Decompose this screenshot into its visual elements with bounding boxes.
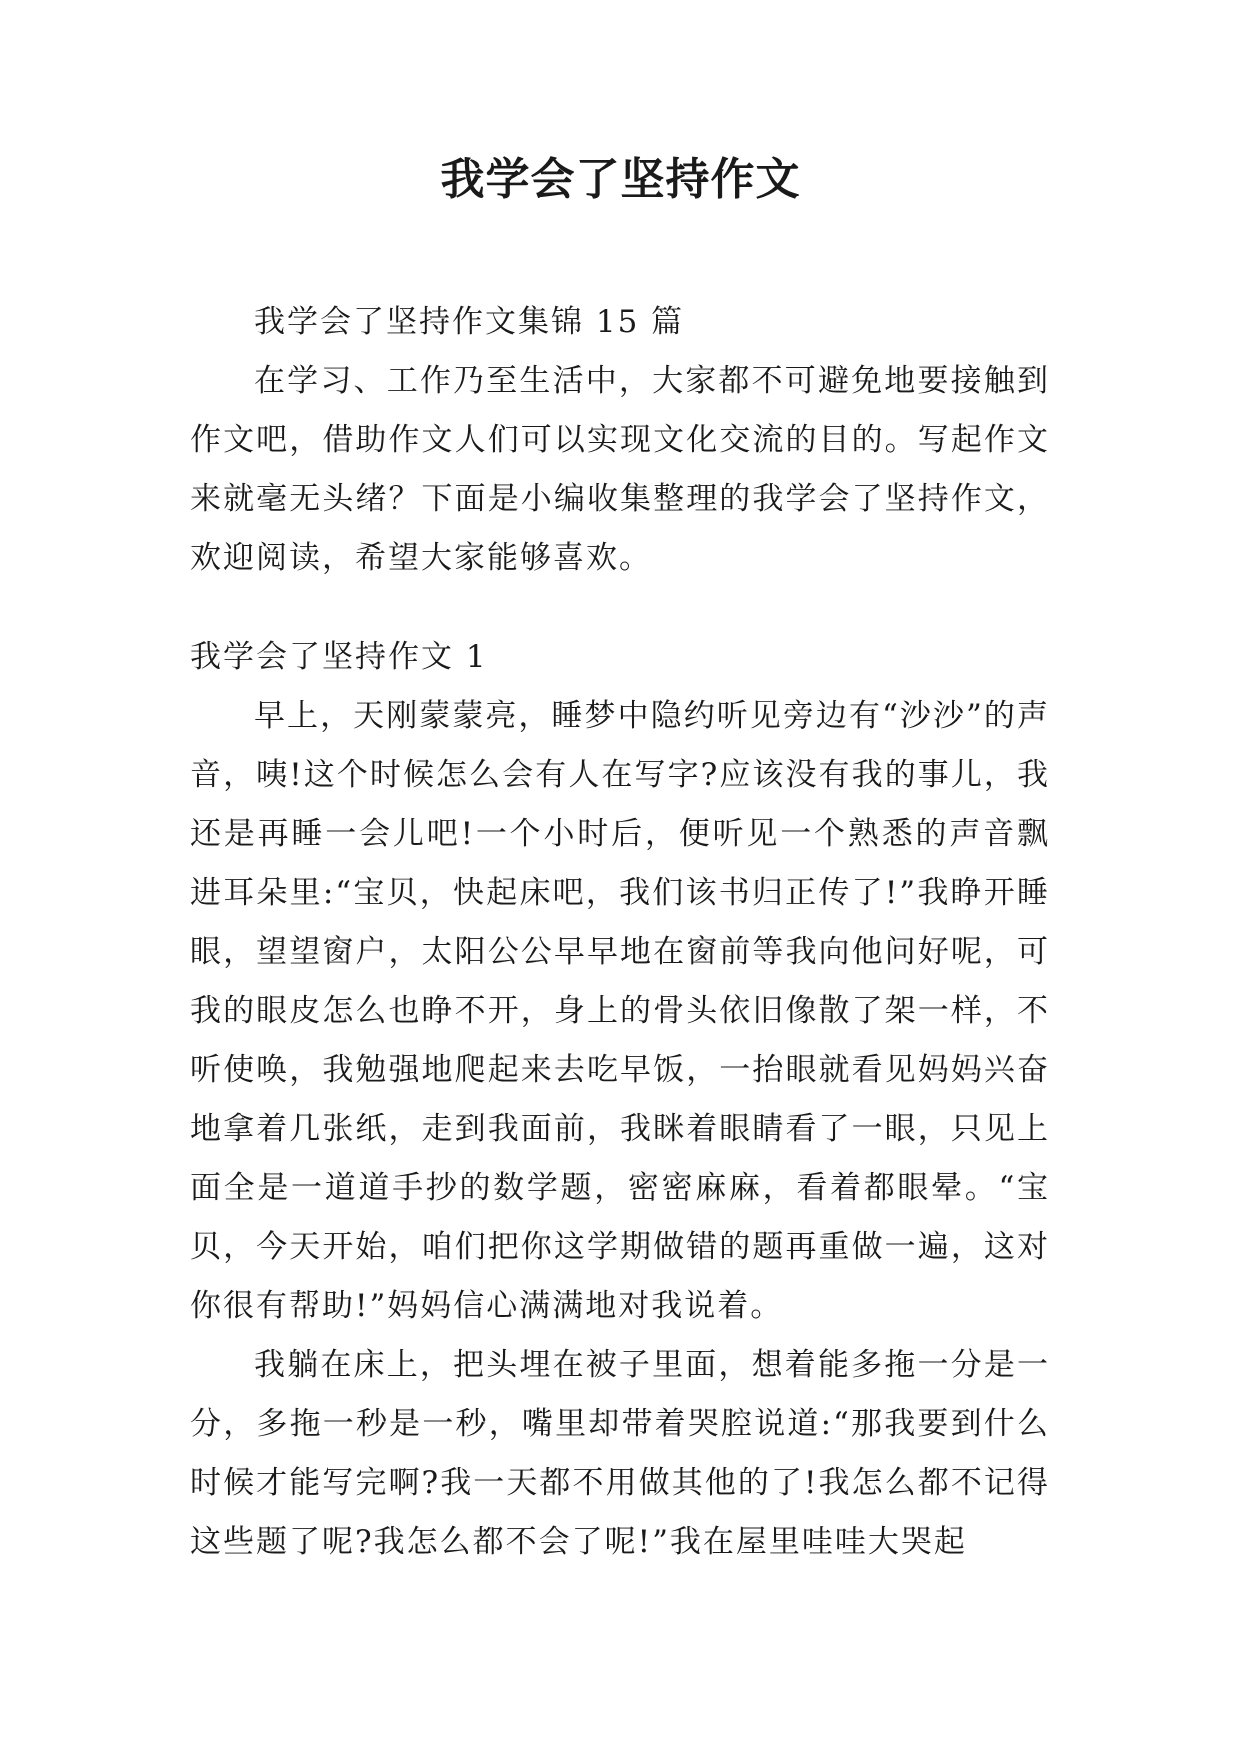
section-heading: 我学会了坚持作文 1: [190, 639, 488, 675]
body-paragraph: 早上，天刚蒙蒙亮，睡梦中隐约听见旁边有“沙沙”的声音，咦!这个时候怎么会有人在写字?应该没有我的事儿，我还是再睡一会儿吧!一个小时后，便听见一个熟悉的声音飘进耳朵里:“宝贝，快起床吧，我们该书归正传了!”我睁开睡眼，望望窗户，太阳公公早早地在窗前等我向他问好呢，可我的眼皮怎么也睁不开，身上的骨头依旧像散了架一样，不听使唤，我勉强地爬起来去吃早饭，一抬眼就看见妈妈兴奋地拿着几张纸，走到我面前，我眯着眼睛看了一眼，只见上面全是一道道手抄的数学题，密密麻麻，看着都眼晕。“宝贝，今天开始，咱们把你这学期做错的题再重做一遍，这对你很有帮助!”妈妈信心满满地对我说着。: [190, 698, 1050, 1324]
document-subtitle: 我学会了坚持作文集锦 15 篇: [254, 304, 685, 340]
body-paragraph: 我躺在床上，把头埋在被子里面，想着能多拖一分是一分，多拖一秒是一秒，嘴里却带着哭腔说道:“那我要到什么时候才能写完啊?我一天都不用做其他的了!我怎么都不记得这些题了呢?我怎么都不会了呢!”我在屋里哇哇大哭起: [190, 1347, 1050, 1560]
document-title: 我学会了坚持作文: [440, 154, 801, 205]
intro-paragraph: 在学习、工作乃至生活中，大家都不可避免地要接触到作文吧，借助作文人们可以实现文化交流的目的。写起作文来就毫无头绪？下面是小编收集整理的我学会了坚持作文，欢迎阅读，希望大家能够喜欢。: [190, 363, 1050, 576]
document-body: [190, 293, 1050, 1572]
section-gap: [190, 588, 1050, 628]
